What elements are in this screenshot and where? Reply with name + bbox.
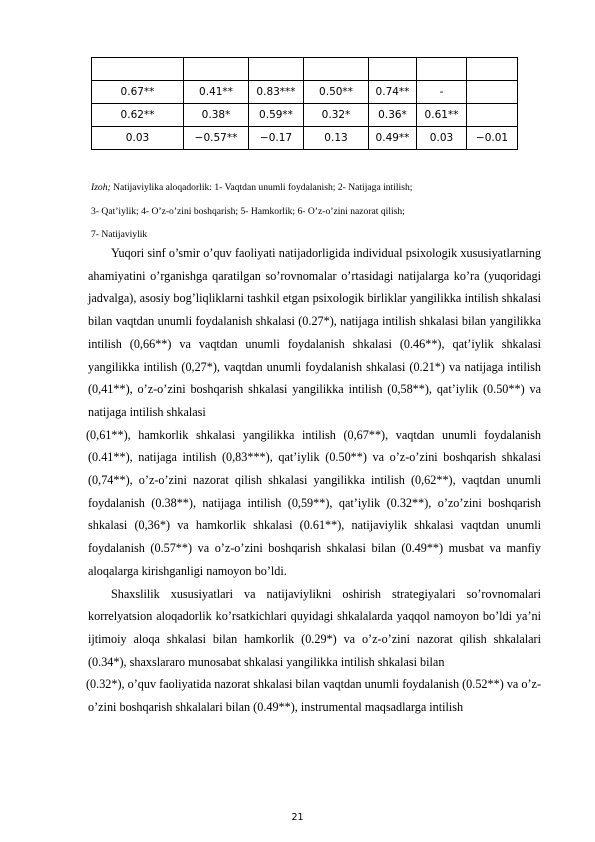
table-cell: 0.32* [304, 104, 369, 127]
table-note-line-1 [91, 182, 412, 194]
table-cell: 0.13 [304, 127, 369, 150]
paragraph-2-part-a: Shaxslilik xususiyatlari va natijaviylikni oshirish strategiyalari so’rovnomalari korrelyatsion aloqadorlik ko’rsatkichlari quyidagi shkalalarda yaqqol namoyon bo’ldi ya’ni ijtimoiy aloqa shkalasi bilan hamkorlik (0.29*) va o’z-o’zini nazorat qilish shkalalari (0.34*), shaxslararo munosabat shkalasi yangilikka intilish shkalasi bilan [88, 586, 541, 669]
paragraph-1-part-b: (0,61**), hamkorlik shkalasi yangilikka intilish (0,67**), vaqtdan unumli foydalanish (0.41**), natijaga intilish (0,83***), qat’iylik (0.50**) va o’z-o’zini boshqarish shkalasi (0,74**), o’z-o’zini nazorat qilish shkalasi yangilikka intilish (0,62**), vaqtdan unumli foydalanish (0.38**), natijaga intilish (0,59**), qat’iylik (0.32**), o’zo’zini boshqarish shkalasi (0,36*) va hamkorlik shkalasi (0.61**), natijaviylik shkalasi vaqtdan unumli foydalanish (0.57**) va o’z-o’zini boshqarish shkalasi bilan (0.49**) musbat va manfiy aloqalarga kirishganligi namoyon bo’ldi. [86, 427, 541, 578]
table-cell [467, 81, 518, 104]
table-cell: 0.38* [184, 104, 249, 127]
table-cell [249, 58, 304, 81]
table-note-line-2: 3- Qat’iylik; 4- O’z-o’zini boshqarish; 5- Hamkorlik; 6- O’z-o’zini nazorat qilish; [91, 206, 405, 217]
table-cell [467, 104, 518, 127]
table-note-line-3: 7- Natijaviylik [91, 229, 148, 240]
table-cell: - [417, 81, 467, 104]
table-row [92, 81, 518, 104]
table-cell: 0.67** [92, 81, 184, 104]
table-cell [92, 58, 184, 81]
table-cell [304, 58, 369, 81]
table-cell [369, 58, 417, 81]
table-cell: 0.59** [249, 104, 304, 127]
table-cell: 0.41** [184, 81, 249, 104]
table-cell: 0.03 [417, 127, 467, 150]
table-cell: 0.83*** [249, 81, 304, 104]
table-cell [184, 58, 249, 81]
table-cell [417, 58, 467, 81]
table-row [92, 58, 518, 81]
table-row [92, 104, 518, 127]
paragraph-2-part-b: (0.32*), o’quv faoliyatida nazorat shkalasi bilan vaqtdan unumli foydalanish (0.52**) va o’z-o’zini boshqarish shkalalari bilan (0.49**), instrumental maqsadlarga intilish [86, 677, 541, 715]
table-cell: 0.74** [369, 81, 417, 104]
paragraph-1-a-text: Yuqori sinf o’smir o’quv faoliyati natijadorligida individual psixologik xususiyatlarning ahamiyatini o’rganishga qaratilgan so’rovnomalar o’rtasidagi natijalarga ko’ra (yuqoridagi jadvalga), asosiy bog’liqliklarni tashkil etgan psixologik birliklar yangilikka intilish shkalasi bilan vaqtdan unumli foydalanish shkalasi (0.27*), natijaga intilish shkalasi bilan yangilikka intilish (0,66**) va vaqtdan unumli foydalanish shkalasi (0.46**), qat’iylik shkalasi yangilikka intilish (0,27*), vaqtdan unumli foydalanish shkalasi (0.21*) va natijaga intilish (0,41**), o’z-o’zini boshqarish shkalasi yangilikka intilish (0,58**), qat’iylik (0.50**) va natijaga intilish shkalasi [88, 246, 541, 419]
note-text-1: Natijaviylika aloqadorlik: 1- Vaqtdan unumli foydalanish; 2- Natijaga intilish; [110, 182, 413, 193]
page-number: 21 [291, 812, 304, 823]
note-label: Izoh; [91, 182, 111, 193]
table-cell: 0.62** [92, 104, 184, 127]
table-row [92, 127, 518, 150]
paragraph-1-part-a [88, 242, 541, 424]
table-cell: −0.01 [467, 127, 518, 150]
table-cell: 0.61** [417, 104, 467, 127]
table-cell: 0.03 [92, 127, 184, 150]
table-cell [467, 58, 518, 81]
correlation-table [91, 57, 518, 150]
body-text [88, 242, 541, 719]
table-cell: 0.49** [369, 127, 417, 150]
table-cell: −0.57** [184, 127, 249, 150]
table-cell: −0.17 [249, 127, 304, 150]
table-cell: 0.36* [369, 104, 417, 127]
table-cell: 0.50** [304, 81, 369, 104]
